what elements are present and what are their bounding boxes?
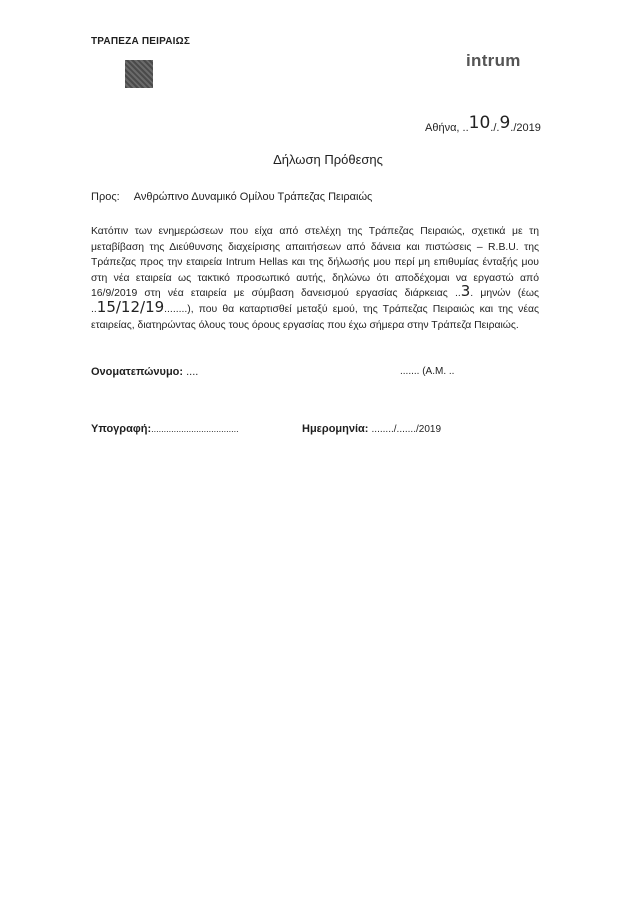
registration-number-field: ....... (Α.Μ. .. <box>400 366 455 377</box>
document-title: Δήλωση Πρόθεσης <box>273 152 383 167</box>
declaration-body <box>91 224 539 333</box>
date-field-label: Ημερομηνία: <box>302 423 369 435</box>
date-suffix: ./2019 <box>510 122 541 134</box>
date-field <box>302 423 441 435</box>
date-separator: ./. <box>490 122 500 134</box>
body-part-1: Κατόπιν των ενημερώσεων που είχα από στελέχη της Τράπεζας Πειραιώς, σχετικά με τη μεταβίβαση της Διεύθυνσης διαχείρισης απαιτήσεων από δάνεια και πιστώσεις – R.B.U. της Τράπεζας προς την εταιρεία Intrum Hellas και της δήλωσής μου περί μη επιθυμίας ένταξής μου στη νέα εταιρεία ως τακτικό προσωπικό αυτής, δηλώνω ότι αποδέχομαι να εργαστώ από 16/9/2019 στη νέα εταιρεία με σύμβαση δανεισμού εργασίας διάρκειας .. <box>91 226 539 300</box>
signature-label: Υπογραφή: <box>91 423 152 435</box>
name-field <box>91 366 198 378</box>
signature-dots: ................................... <box>151 424 239 434</box>
bank-name: ΤΡΑΠΕΖΑ ΠΕΙΡΑΙΩΣ <box>91 36 191 47</box>
end-date-handwritten: 15/12/19 <box>96 297 165 316</box>
signature-field <box>91 423 239 435</box>
intrum-logo: intrum <box>466 51 521 70</box>
piraeus-logo-icon <box>125 60 153 88</box>
date-field-value: ......../......./2019 <box>371 424 442 435</box>
name-dots: .... <box>186 366 199 378</box>
date-line <box>425 113 541 136</box>
recipient-value: Ανθρώπινο Δυναμικό Ομίλου Τράπεζας Πειραιώς <box>133 191 373 203</box>
name-label: Ονοματεπώνυμο: <box>91 366 184 378</box>
date-month-handwritten: 9 <box>499 113 511 133</box>
months-handwritten: 3 <box>460 282 471 301</box>
date-prefix: Αθήνα, .. <box>425 122 469 134</box>
recipient-line <box>91 191 372 203</box>
body-part-2: . μηνών (έως .. <box>91 288 539 315</box>
body-part-3: ........), που θα καταρτισθεί μεταξύ εμού, της Τράπεζας Πειραιώς και της νέας εταιρείας, διατηρώντας όλους τους όρους εργασίας που έχω σήμερα στην Τράπεζα Πειραιώς. <box>91 303 539 331</box>
recipient-label: Προς: <box>91 191 120 203</box>
date-day-handwritten: 10 <box>468 113 491 133</box>
